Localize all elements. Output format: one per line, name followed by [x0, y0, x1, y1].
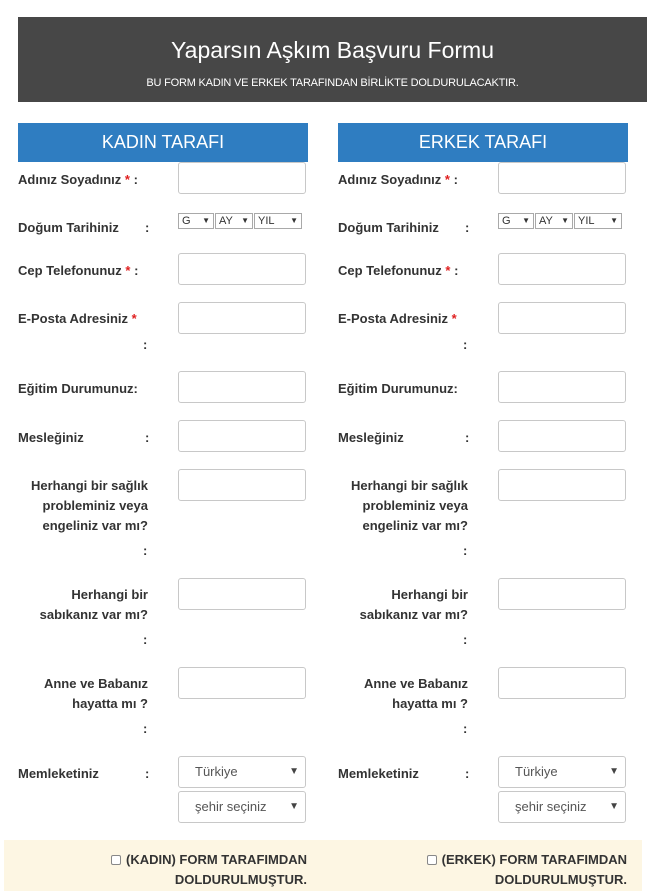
colon: :	[133, 172, 138, 187]
colon: :	[145, 220, 150, 235]
chevron-down-icon: ▼	[522, 216, 530, 225]
colon: :	[463, 721, 468, 736]
health-label: Herhangi bir sağlık probleminiz veya engeliniz var mı?	[350, 478, 468, 533]
chevron-down-icon: ▼	[609, 801, 619, 812]
required-mark: *	[444, 172, 450, 187]
record-label: Herhangi bir sabıkanız var mı?	[359, 587, 468, 622]
chevron-down-icon: ▼	[290, 216, 298, 225]
female-email-input[interactable]	[178, 302, 306, 334]
colon: :	[465, 220, 470, 235]
male-phone-input[interactable]	[498, 253, 626, 285]
female-birth-month-select[interactable]: AY ▼	[215, 213, 253, 229]
chevron-down-icon: ▼	[289, 766, 299, 777]
male-education-input[interactable]	[498, 371, 626, 403]
colon: :	[143, 543, 148, 558]
colon: :	[145, 430, 150, 445]
male-job-input[interactable]	[498, 420, 626, 452]
chevron-down-icon: ▼	[241, 216, 249, 225]
job-label: Mesleğiniz	[18, 430, 84, 445]
male-birth-year-select[interactable]: YIL ▼	[574, 213, 622, 229]
birth-label: Doğum Tarihiniz	[18, 220, 119, 235]
male-confirm-label: (ERKEK) FORM TARAFIMDAN DOLDURULMUŞTUR.	[441, 852, 627, 887]
chevron-down-icon: ▼	[561, 216, 569, 225]
hometown-label: Memleketiniz	[338, 766, 419, 781]
name-label: Adınız Soyadınız	[338, 172, 442, 187]
education-label: Eğitim Durumunuz:	[338, 381, 458, 396]
form-title: Yaparsın Aşkım Başvuru Formu	[171, 37, 494, 63]
colon: :	[454, 263, 459, 278]
birth-label: Doğum Tarihiniz	[338, 220, 439, 235]
female-country-select[interactable]: Türkiye ▼	[178, 756, 306, 788]
female-parents-input[interactable]	[178, 667, 306, 699]
required-mark: *	[445, 263, 451, 278]
colon: :	[143, 632, 148, 647]
male-birth-month-select[interactable]: AY ▼	[535, 213, 573, 229]
female-birth-day-select[interactable]: G ▼	[178, 213, 214, 229]
chevron-down-icon: ▼	[202, 216, 210, 225]
female-job-input[interactable]	[178, 420, 306, 452]
email-label: E-Posta Adresiniz	[338, 311, 449, 326]
parents-label: Anne ve Babanız hayatta mı ?	[43, 676, 148, 711]
hometown-label: Memleketiniz	[18, 766, 99, 781]
female-name-input[interactable]	[178, 162, 306, 194]
male-name-input[interactable]	[498, 162, 626, 194]
job-label: Mesleğiniz	[338, 430, 404, 445]
email-label: E-Posta Adresiniz	[18, 311, 129, 326]
male-country-select[interactable]: Türkiye ▼	[498, 756, 626, 788]
female-confirm-label: (KADIN) FORM TARAFIMDAN DOLDURULMUŞTUR.	[125, 852, 307, 887]
phone-label: Cep Telefonunuz	[338, 263, 442, 278]
colon: :	[134, 263, 139, 278]
chevron-down-icon: ▼	[610, 216, 618, 225]
chevron-down-icon: ▼	[609, 766, 619, 777]
male-birth-day-select[interactable]: G ▼	[498, 213, 534, 229]
male-record-input[interactable]	[498, 578, 626, 610]
required-mark: *	[131, 311, 137, 326]
female-record-input[interactable]	[178, 578, 306, 610]
colon: :	[465, 766, 470, 781]
female-column-title: KADIN TARAFI	[18, 123, 308, 162]
confirmation-bar	[4, 840, 642, 891]
female-column	[18, 123, 308, 814]
colon: :	[463, 337, 468, 352]
colon: :	[143, 721, 148, 736]
female-confirm	[84, 850, 307, 890]
required-mark: *	[451, 311, 457, 326]
male-parents-input[interactable]	[498, 667, 626, 699]
name-label: Adınız Soyadınız	[18, 172, 122, 187]
male-city-select[interactable]: şehir seçiniz ▼	[498, 791, 626, 823]
colon: :	[463, 543, 468, 558]
male-health-input[interactable]	[498, 469, 626, 501]
education-label: Eğitim Durumunuz:	[18, 381, 138, 396]
colon: :	[463, 632, 468, 647]
chevron-down-icon: ▼	[289, 801, 299, 812]
female-health-input[interactable]	[178, 469, 306, 501]
colon: :	[465, 430, 470, 445]
male-column-title: ERKEK TARAFI	[338, 123, 628, 162]
colon: :	[453, 172, 458, 187]
phone-label: Cep Telefonunuz	[18, 263, 122, 278]
male-column	[338, 123, 628, 814]
form-header	[18, 17, 647, 102]
record-label: Herhangi bir sabıkanız var mı?	[39, 587, 148, 622]
required-mark: *	[125, 263, 131, 278]
female-phone-input[interactable]	[178, 253, 306, 285]
male-email-input[interactable]	[498, 302, 626, 334]
colon: :	[145, 766, 150, 781]
parents-label: Anne ve Babanız hayatta mı ?	[363, 676, 468, 711]
male-confirm-checkbox[interactable]	[427, 855, 437, 865]
female-city-select[interactable]: şehir seçiniz ▼	[178, 791, 306, 823]
female-birth-year-select[interactable]: YIL ▼	[254, 213, 302, 229]
female-confirm-checkbox[interactable]	[111, 855, 121, 865]
health-label: Herhangi bir sağlık probleminiz veya engeliniz var mı?	[30, 478, 148, 533]
female-education-input[interactable]	[178, 371, 306, 403]
male-confirm	[404, 850, 627, 890]
required-mark: *	[124, 172, 130, 187]
colon: :	[143, 337, 148, 352]
form-subtitle: BU FORM KADIN VE ERKEK TARAFINDAN BİRLİKTE DOLDURULACAKTIR.	[146, 77, 519, 89]
